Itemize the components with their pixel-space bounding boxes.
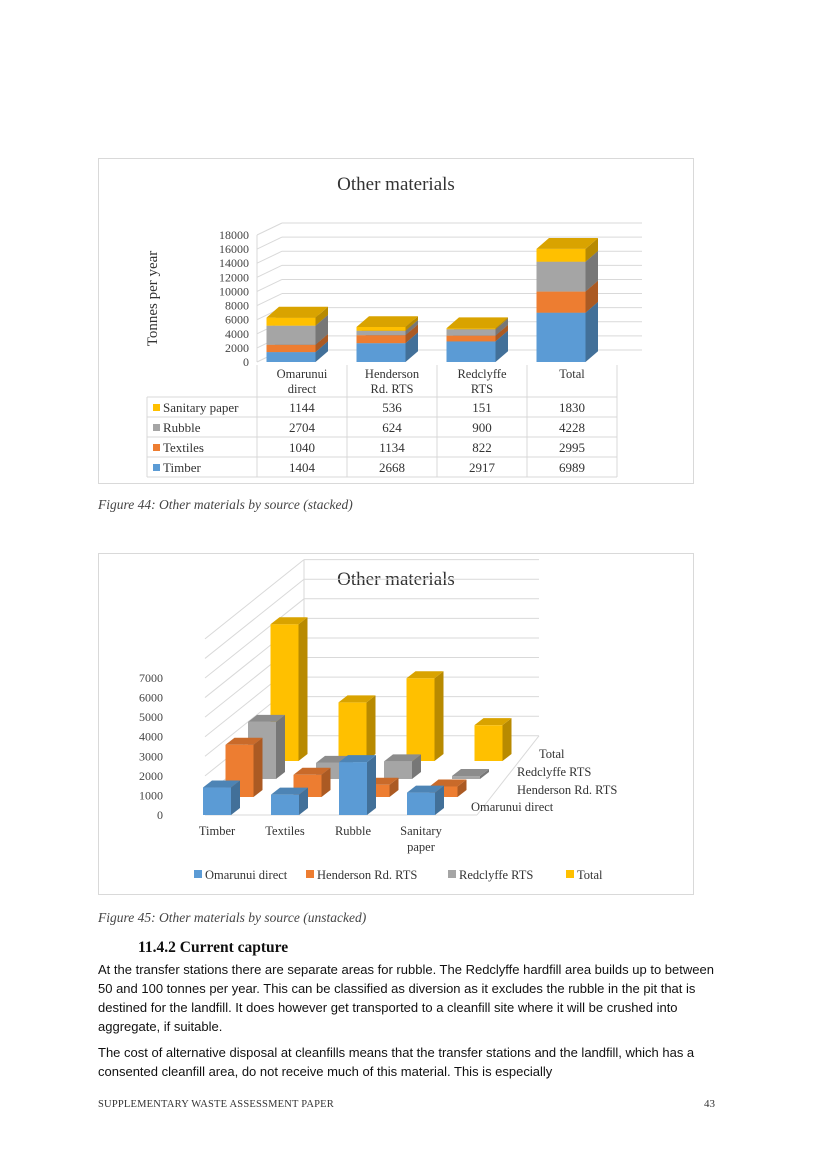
chart-1-bar-timber-redclyffe-rts-front (447, 341, 496, 362)
chart-2-legend-label: Total (577, 868, 603, 882)
chart-2-bar-redclyffe-rts-sanitary-paper-front (452, 776, 480, 779)
chart-2-y-tick-label: 3000 (139, 749, 163, 764)
chart-2-bar-redclyffe-rts-sanitary-paper (452, 769, 489, 779)
chart-1-table-value: 1830 (559, 400, 585, 415)
chart-2-category-label: paper (407, 840, 435, 854)
chart-2-bar-omarunui-direct-sanitary-paper-front (407, 793, 435, 815)
chart-1-y-tick-label: 8000 (225, 298, 249, 313)
chart-1-table-value: 536 (382, 400, 402, 415)
chart-1-y-tick-label: 0 (243, 355, 249, 369)
chart-1-legend-key-rubble (153, 424, 160, 431)
chart-1-category-label: Omarunui (276, 367, 328, 381)
chart-2-bar-omarunui-direct-rubble-front (339, 762, 367, 815)
chart-1-bar-rubble-omarunui-direct-front (267, 326, 316, 345)
chart-1-bar-sanitary-paper-omarunui-direct-front (267, 318, 316, 326)
chart-1-legend-label: Sanitary paper (163, 400, 239, 415)
chart-2-bar-omarunui-direct-sanitary-paper (407, 786, 444, 815)
chart-1-table-value: 822 (472, 440, 492, 455)
chart-2-bar-omarunui-direct-rubble-side (367, 755, 376, 815)
chart-1-category-label: Henderson (364, 367, 420, 381)
chart-1-bar-rubble-total-front (537, 262, 586, 292)
chart-1-depth-line (257, 237, 282, 249)
chart-1-table-value: 151 (472, 400, 492, 415)
chart-1-bar-sanitary-paper-omarunui-direct (267, 307, 329, 326)
paragraph-1: At the transfer stations there are separate areas for rubble. The Redclyffe hardfill area builds up to between 50 and 100 tonnes per year. This can be classified as diversion as it excludes the rubble in the pit that is destined for the landfill. It does however get transported to a cleanfill site where it will be crushed into aggregate, if suitable. (98, 962, 714, 1034)
chart-1-bar-textiles-total-front (537, 292, 586, 313)
chart-1-y-tick-label: 18000 (219, 228, 249, 242)
chart-2-y-tick-label: 6000 (139, 690, 163, 705)
chart-1-y-tick-label: 10000 (219, 284, 249, 299)
chart-1-category-label: direct (287, 382, 317, 396)
chart-1-depth-line (257, 294, 282, 306)
chart-1-bar-rubble-redclyffe-rts-front (447, 329, 496, 335)
chart-2-bar-omarunui-direct-timber-front (203, 788, 231, 815)
chart-1-legend-key-textiles (153, 444, 160, 451)
chart-1-y-tick-label: 16000 (219, 242, 249, 257)
stacked-chart (98, 158, 694, 484)
chart-2-y-tick-label: 5000 (139, 710, 163, 725)
chart-2-bar-redclyffe-rts-timber-side (276, 715, 285, 779)
chart-2-category-label: Sanitary (400, 824, 442, 838)
chart-2-legend-label: Henderson Rd. RTS (317, 868, 418, 882)
chart-2-bar-omarunui-direct-textiles (271, 788, 308, 815)
chart-1-category-label: Total (559, 367, 585, 381)
chart-1-table-value: 1404 (289, 460, 315, 475)
chart-2-bar-total-rubble (407, 671, 444, 761)
chart-2-category-label: Rubble (334, 824, 372, 838)
chart-2-y-tick-label: 2000 (139, 768, 163, 783)
chart-2-title: Other materials (337, 569, 455, 590)
chart-1-y-tick-label: 14000 (219, 256, 249, 271)
page-number: 43 (704, 1098, 715, 1110)
chart-1-y-tick-label: 4000 (225, 326, 249, 341)
chart-2-y-tick-label: 7000 (139, 671, 163, 685)
chart-2-depth-label: Total (539, 747, 565, 761)
chart-1-category-label: Redclyffe (457, 367, 507, 381)
chart-1-depth-line (257, 223, 282, 235)
chart-2-bar-total-textiles-front (339, 702, 367, 761)
unstacked-chart-svg (99, 554, 693, 894)
section-heading: 11.4.2 Current capture (138, 939, 289, 956)
chart-2-y-tick-label: 4000 (139, 729, 163, 744)
chart-1-table-value: 2668 (379, 460, 405, 475)
chart-1-y-axis-label: Tonnes per year (145, 250, 161, 347)
chart-2-y-tick-label: 1000 (139, 788, 163, 803)
chart-2-bar-total-textiles-side (367, 695, 376, 761)
chart-2-bar-omarunui-direct-textiles-front (271, 795, 299, 815)
chart-2-bar-total-textiles (339, 695, 376, 761)
chart-2-y-tick-label: 0 (157, 808, 163, 822)
chart-1-table-value: 624 (382, 420, 402, 435)
chart-1-table-value: 900 (472, 420, 492, 435)
chart-2-legend-key-redclyffe-rts (448, 870, 456, 878)
chart-2-legend-key-total (566, 870, 574, 878)
chart-2-category-label: Textiles (265, 824, 305, 838)
chart-2-depth-label: Redclyffe RTS (517, 765, 592, 779)
chart-1-legend-key-timber (153, 464, 160, 471)
chart-2-bar-omarunui-direct-timber (203, 781, 240, 815)
chart-1-table-value: 2917 (469, 460, 495, 475)
chart-1-table-value: 1144 (289, 400, 315, 415)
chart-1-depth-line (257, 251, 282, 263)
chart-2-bar-total-sanitary-paper-front (475, 725, 503, 761)
chart-1-bar-sanitary-paper-redclyffe-rts-front (447, 328, 496, 329)
chart-1-table-value: 6989 (559, 460, 585, 475)
chart-1-bar-textiles-henderson-rd-rts-front (357, 335, 406, 343)
chart-1-bar-timber-henderson-rd-rts-front (357, 343, 406, 362)
chart-1-table-value: 1040 (289, 440, 315, 455)
chart-1-bar-timber-total-front (537, 313, 586, 362)
chart-2-bar-total-sanitary-paper-side (503, 718, 512, 761)
chart-2-bar-total-rubble-side (435, 671, 444, 761)
chart-1-depth-line (257, 265, 282, 277)
chart-1-y-tick-label: 12000 (219, 270, 249, 285)
chart-1-bar-textiles-omarunui-direct-front (267, 345, 316, 352)
chart-1-legend-label: Timber (163, 460, 201, 475)
chart-2-category-label: Timber (198, 824, 236, 838)
chart-2-legend-label: Omarunui direct (205, 868, 288, 882)
chart-1-bar-rubble-henderson-rd-rts-front (357, 331, 406, 335)
chart-2-legend-key-henderson-rd-rts (306, 870, 314, 878)
footer-title: SUPPLEMENTARY WASTE ASSESSMENT PAPER (98, 1099, 334, 1110)
chart-2-depth-label: Omarunui direct (471, 800, 554, 814)
chart-1-bar-sanitary-paper-henderson-rd-rts-front (357, 327, 406, 331)
chart-1-bar-sanitary-paper-total (537, 238, 599, 262)
chart-1-legend-label: Rubble (163, 420, 201, 435)
chart-2-bar-total-rubble-front (407, 678, 435, 761)
chart-1-table-value: 4228 (559, 420, 585, 435)
chart-1-table-value: 1134 (379, 440, 405, 455)
figure-45-caption: Figure 45: Other materials by source (unstacked) (98, 910, 367, 925)
chart-1-title: Other materials (337, 174, 455, 195)
chart-1-y-tick-label: 6000 (225, 312, 249, 327)
chart-2-bar-redclyffe-rts-rubble (384, 754, 421, 779)
figure-44-caption: Figure 44: Other materials by source (stacked) (98, 497, 353, 512)
chart-1-depth-line (257, 279, 282, 291)
chart-2-bar-redclyffe-rts-rubble-front (384, 761, 412, 779)
unstacked-chart (98, 553, 694, 895)
chart-1-bar-timber-omarunui-direct-front (267, 352, 316, 362)
chart-1-bar-sanitary-paper-total-front (537, 249, 586, 262)
chart-2-bar-total-sanitary-paper (475, 718, 512, 761)
chart-1-bar-textiles-redclyffe-rts-front (447, 336, 496, 342)
paragraph-2: The cost of alternative disposal at cleanfills means that the transfer stations and the landfill, which has a consented cleanfill area, do not receive much of this material. This is especially (98, 1045, 695, 1079)
stacked-chart-svg (99, 159, 693, 483)
chart-2-legend-key-omarunui-direct (194, 870, 202, 878)
chart-1-category-label: Rd. RTS (370, 382, 414, 396)
chart-2-depth-label: Henderson Rd. RTS (517, 783, 618, 797)
chart-1-table-value: 2704 (289, 420, 315, 435)
chart-1-legend-label: Textiles (163, 440, 204, 455)
chart-1-legend-key-sanitary-paper (153, 404, 160, 411)
chart-2-bar-total-timber-side (299, 617, 308, 761)
chart-1-table-value: 2995 (559, 440, 585, 455)
chart-1-y-tick-label: 2000 (225, 340, 249, 355)
chart-1-category-label: RTS (470, 382, 494, 396)
chart-2-legend-label: Redclyffe RTS (459, 868, 534, 882)
chart-2-bar-henderson-rd-rts-timber-side (254, 738, 263, 797)
chart-2-bar-omarunui-direct-rubble (339, 755, 376, 815)
